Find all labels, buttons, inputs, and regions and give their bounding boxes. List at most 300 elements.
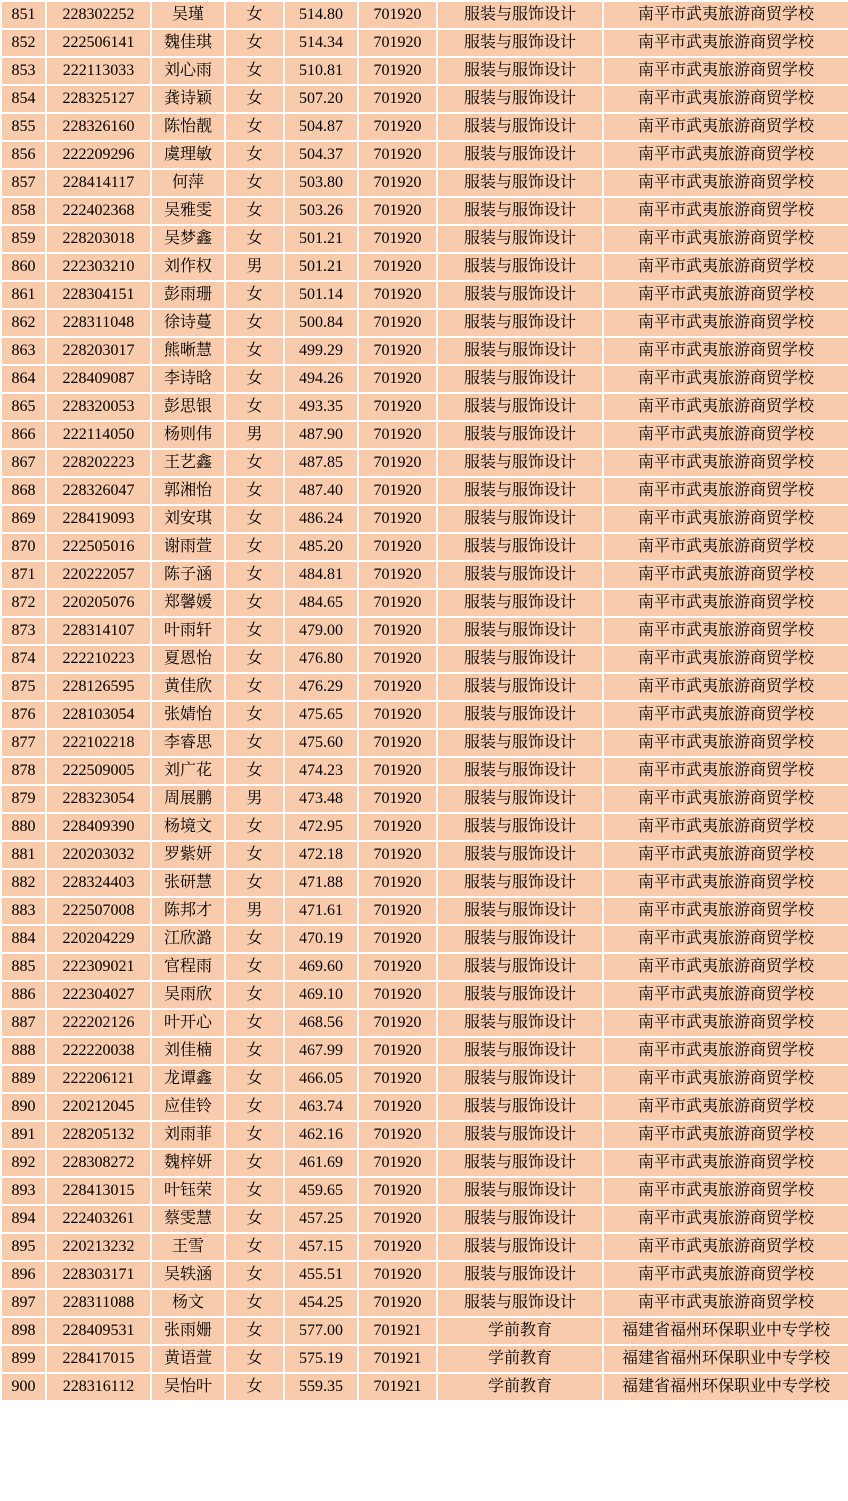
cell-rank: 896 [1,1261,46,1289]
cell-gender: 女 [225,925,284,953]
cell-rank: 900 [1,1373,46,1401]
table-row [1,1009,848,1037]
cell-major: 服装与服饰设计 [437,981,603,1009]
cell-gender: 女 [225,1037,284,1065]
cell-gender: 女 [225,981,284,1009]
cell-name: 杨则伟 [151,421,225,449]
cell-rank: 864 [1,365,46,393]
table-row [1,701,848,729]
cell-score: 484.81 [284,561,358,589]
cell-rank: 856 [1,141,46,169]
cell-exam-id: 228323054 [46,785,151,813]
cell-school: 南平市武夷旅游商贸学校 [603,617,848,645]
cell-name: 吴轶涵 [151,1261,225,1289]
cell-school: 南平市武夷旅游商贸学校 [603,477,848,505]
cell-score: 475.65 [284,701,358,729]
cell-gender: 女 [225,1093,284,1121]
table-row [1,1205,848,1233]
cell-major-code: 701920 [358,309,437,337]
table-row [1,1345,848,1373]
cell-gender: 女 [225,841,284,869]
cell-name: 应佳铃 [151,1093,225,1121]
cell-rank: 888 [1,1037,46,1065]
cell-name: 吴雨欣 [151,981,225,1009]
cell-school: 南平市武夷旅游商贸学校 [603,1037,848,1065]
cell-exam-id: 222505016 [46,533,151,561]
cell-major-code: 701920 [358,645,437,673]
cell-rank: 870 [1,533,46,561]
cell-rank: 869 [1,505,46,533]
cell-name: 李睿思 [151,729,225,757]
cell-major-code: 701920 [358,141,437,169]
cell-score: 514.80 [284,1,358,29]
cell-rank: 891 [1,1121,46,1149]
cell-major-code: 701920 [358,701,437,729]
cell-name: 张研慧 [151,869,225,897]
cell-major-code: 701920 [358,617,437,645]
table-row [1,141,848,169]
cell-major-code: 701920 [358,1261,437,1289]
cell-major-code: 701920 [358,785,437,813]
cell-rank: 871 [1,561,46,589]
table-row [1,1149,848,1177]
cell-school: 南平市武夷旅游商贸学校 [603,1,848,29]
cell-major: 学前教育 [437,1317,603,1345]
cell-gender: 女 [225,617,284,645]
cell-rank: 868 [1,477,46,505]
cell-major-code: 701920 [358,589,437,617]
cell-gender: 女 [225,1373,284,1401]
cell-rank: 882 [1,869,46,897]
cell-school: 南平市武夷旅游商贸学校 [603,141,848,169]
cell-score: 484.65 [284,589,358,617]
cell-score: 514.34 [284,29,358,57]
cell-exam-id: 228202223 [46,449,151,477]
cell-name: 杨文 [151,1289,225,1317]
cell-major-code: 701921 [358,1373,437,1401]
cell-rank: 875 [1,673,46,701]
cell-exam-id: 228325127 [46,85,151,113]
cell-name: 陈邦才 [151,897,225,925]
table-row [1,1093,848,1121]
cell-name: 黄语萱 [151,1345,225,1373]
cell-score: 462.16 [284,1121,358,1149]
cell-major-code: 701920 [358,113,437,141]
table-row [1,253,848,281]
cell-rank: 852 [1,29,46,57]
cell-rank: 873 [1,617,46,645]
cell-name: 陈怡靓 [151,113,225,141]
cell-school: 南平市武夷旅游商贸学校 [603,701,848,729]
cell-name: 吴雅雯 [151,197,225,225]
cell-major: 服装与服饰设计 [437,645,603,673]
cell-school: 南平市武夷旅游商贸学校 [603,1261,848,1289]
cell-major-code: 701921 [358,1317,437,1345]
cell-score: 471.88 [284,869,358,897]
cell-gender: 女 [225,477,284,505]
cell-major: 服装与服饰设计 [437,393,603,421]
cell-major: 服装与服饰设计 [437,1233,603,1261]
cell-name: 王雪 [151,1233,225,1261]
cell-exam-id: 222114050 [46,421,151,449]
cell-rank: 889 [1,1065,46,1093]
table-row [1,113,848,141]
cell-exam-id: 222304027 [46,981,151,1009]
cell-exam-id: 222209296 [46,141,151,169]
cell-major: 服装与服饰设计 [437,113,603,141]
cell-exam-id: 222403261 [46,1205,151,1233]
cell-score: 487.90 [284,421,358,449]
cell-major: 服装与服饰设计 [437,589,603,617]
cell-major-code: 701920 [358,925,437,953]
cell-school: 南平市武夷旅游商贸学校 [603,309,848,337]
cell-school: 南平市武夷旅游商贸学校 [603,785,848,813]
cell-school: 南平市武夷旅游商贸学校 [603,57,848,85]
cell-name: 李诗晗 [151,365,225,393]
cell-exam-id: 228326160 [46,113,151,141]
table-body [1,1,848,1401]
cell-gender: 女 [225,1289,284,1317]
cell-school: 南平市武夷旅游商贸学校 [603,421,848,449]
cell-major: 服装与服饰设计 [437,869,603,897]
cell-gender: 女 [225,197,284,225]
cell-major-code: 701920 [358,1037,437,1065]
cell-rank: 857 [1,169,46,197]
table-row [1,1037,848,1065]
cell-school: 南平市武夷旅游商贸学校 [603,169,848,197]
cell-school: 南平市武夷旅游商贸学校 [603,197,848,225]
cell-rank: 858 [1,197,46,225]
cell-score: 469.10 [284,981,358,1009]
cell-score: 510.81 [284,57,358,85]
cell-school: 南平市武夷旅游商贸学校 [603,85,848,113]
cell-gender: 女 [225,701,284,729]
cell-exam-id: 228302252 [46,1,151,29]
cell-major-code: 701920 [358,1205,437,1233]
cell-score: 501.21 [284,225,358,253]
table-row [1,1317,848,1345]
cell-name: 熊晰慧 [151,337,225,365]
cell-name: 黄佳欣 [151,673,225,701]
cell-exam-id: 228314107 [46,617,151,645]
cell-score: 577.00 [284,1317,358,1345]
cell-major: 服装与服饰设计 [437,421,603,449]
table-row [1,981,848,1009]
cell-rank: 898 [1,1317,46,1345]
cell-major-code: 701920 [358,1233,437,1261]
cell-school: 南平市武夷旅游商贸学校 [603,1093,848,1121]
cell-school: 南平市武夷旅游商贸学校 [603,1233,848,1261]
cell-major: 服装与服饰设计 [437,729,603,757]
cell-exam-id: 228303171 [46,1261,151,1289]
cell-school: 南平市武夷旅游商贸学校 [603,953,848,981]
cell-gender: 女 [225,449,284,477]
cell-gender: 女 [225,1317,284,1345]
cell-school: 南平市武夷旅游商贸学校 [603,729,848,757]
cell-exam-id: 222303210 [46,253,151,281]
cell-gender: 女 [225,309,284,337]
cell-rank: 863 [1,337,46,365]
cell-name: 陈子涵 [151,561,225,589]
cell-major: 服装与服饰设计 [437,813,603,841]
cell-name: 吴怡叶 [151,1373,225,1401]
cell-exam-id: 228324403 [46,869,151,897]
cell-name: 彭思银 [151,393,225,421]
cell-score: 475.60 [284,729,358,757]
cell-name: 杨境文 [151,813,225,841]
cell-school: 南平市武夷旅游商贸学校 [603,29,848,57]
cell-exam-id: 228205132 [46,1121,151,1149]
cell-school: 南平市武夷旅游商贸学校 [603,561,848,589]
cell-major: 服装与服饰设计 [437,1205,603,1233]
cell-rank: 867 [1,449,46,477]
cell-rank: 897 [1,1289,46,1317]
cell-major: 服装与服饰设计 [437,477,603,505]
cell-gender: 女 [225,393,284,421]
cell-exam-id: 220204229 [46,925,151,953]
cell-score: 476.29 [284,673,358,701]
cell-exam-id: 228409390 [46,813,151,841]
cell-rank: 855 [1,113,46,141]
cell-name: 何萍 [151,169,225,197]
cell-score: 455.51 [284,1261,358,1289]
cell-score: 457.25 [284,1205,358,1233]
cell-school: 南平市武夷旅游商贸学校 [603,841,848,869]
cell-major: 服装与服饰设计 [437,673,603,701]
cell-exam-id: 228308272 [46,1149,151,1177]
table-row [1,57,848,85]
cell-major-code: 701920 [358,533,437,561]
cell-name: 徐诗蔓 [151,309,225,337]
table-row [1,393,848,421]
cell-school: 南平市武夷旅游商贸学校 [603,1065,848,1093]
cell-score: 469.60 [284,953,358,981]
cell-major: 服装与服饰设计 [437,785,603,813]
table-row [1,281,848,309]
cell-exam-id: 222509005 [46,757,151,785]
table-row [1,449,848,477]
cell-rank: 899 [1,1345,46,1373]
cell-name: 叶雨轩 [151,617,225,645]
cell-school: 福建省福州环保职业中专学校 [603,1373,848,1401]
cell-school: 南平市武夷旅游商贸学校 [603,393,848,421]
cell-exam-id: 228304151 [46,281,151,309]
cell-score: 457.15 [284,1233,358,1261]
cell-name: 刘佳楠 [151,1037,225,1065]
cell-rank: 859 [1,225,46,253]
cell-exam-id: 220222057 [46,561,151,589]
cell-name: 江欣潞 [151,925,225,953]
cell-gender: 女 [225,141,284,169]
cell-name: 龙谭鑫 [151,1065,225,1093]
cell-gender: 女 [225,953,284,981]
cell-score: 472.95 [284,813,358,841]
cell-major: 服装与服饰设计 [437,561,603,589]
cell-school: 南平市武夷旅游商贸学校 [603,225,848,253]
cell-gender: 女 [225,645,284,673]
cell-major: 服装与服饰设计 [437,1261,603,1289]
table-row [1,1261,848,1289]
cell-school: 南平市武夷旅游商贸学校 [603,925,848,953]
cell-exam-id: 228203018 [46,225,151,253]
table-row [1,589,848,617]
cell-major-code: 701920 [358,253,437,281]
cell-major: 服装与服饰设计 [437,337,603,365]
cell-exam-id: 222210223 [46,645,151,673]
cell-school: 南平市武夷旅游商贸学校 [603,1177,848,1205]
table-row [1,533,848,561]
cell-score: 559.35 [284,1373,358,1401]
cell-score: 485.20 [284,533,358,561]
cell-gender: 男 [225,897,284,925]
cell-exam-id: 228409087 [46,365,151,393]
table-row [1,869,848,897]
cell-exam-id: 222507008 [46,897,151,925]
cell-gender: 女 [225,561,284,589]
cell-major-code: 701920 [358,813,437,841]
cell-exam-id: 222309021 [46,953,151,981]
cell-major-code: 701920 [358,1121,437,1149]
cell-gender: 女 [225,729,284,757]
cell-gender: 女 [225,29,284,57]
cell-major: 服装与服饰设计 [437,701,603,729]
cell-score: 472.18 [284,841,358,869]
cell-score: 474.23 [284,757,358,785]
cell-exam-id: 228316112 [46,1373,151,1401]
cell-school: 南平市武夷旅游商贸学校 [603,449,848,477]
cell-major: 服装与服饰设计 [437,533,603,561]
cell-gender: 女 [225,1009,284,1037]
table-row [1,309,848,337]
cell-score: 503.26 [284,197,358,225]
cell-rank: 866 [1,421,46,449]
cell-exam-id: 228320053 [46,393,151,421]
table-row [1,925,848,953]
cell-name: 蔡雯慧 [151,1205,225,1233]
cell-major-code: 701921 [358,1345,437,1373]
cell-major: 服装与服饰设计 [437,757,603,785]
cell-name: 吴梦鑫 [151,225,225,253]
cell-major: 服装与服饰设计 [437,197,603,225]
cell-score: 470.19 [284,925,358,953]
cell-gender: 女 [225,1065,284,1093]
cell-rank: 874 [1,645,46,673]
cell-major-code: 701920 [358,1009,437,1037]
cell-name: 王艺鑫 [151,449,225,477]
cell-exam-id: 222113033 [46,57,151,85]
cell-rank: 876 [1,701,46,729]
table-row [1,1233,848,1261]
table-row [1,169,848,197]
cell-major: 学前教育 [437,1345,603,1373]
cell-major: 服装与服饰设计 [437,1093,603,1121]
cell-major: 服装与服饰设计 [437,141,603,169]
cell-school: 福建省福州环保职业中专学校 [603,1317,848,1345]
table-row [1,897,848,925]
cell-score: 487.85 [284,449,358,477]
cell-gender: 女 [225,673,284,701]
cell-school: 南平市武夷旅游商贸学校 [603,253,848,281]
cell-major-code: 701920 [358,841,437,869]
cell-major: 服装与服饰设计 [437,505,603,533]
cell-rank: 885 [1,953,46,981]
cell-rank: 878 [1,757,46,785]
cell-name: 叶开心 [151,1009,225,1037]
cell-score: 494.26 [284,365,358,393]
cell-name: 谢雨萱 [151,533,225,561]
cell-gender: 女 [225,1149,284,1177]
cell-gender: 女 [225,1345,284,1373]
cell-rank: 893 [1,1177,46,1205]
cell-exam-id: 220203032 [46,841,151,869]
cell-major: 服装与服饰设计 [437,1037,603,1065]
cell-major-code: 701920 [358,1177,437,1205]
cell-major-code: 701920 [358,1093,437,1121]
cell-exam-id: 220212045 [46,1093,151,1121]
cell-major: 服装与服饰设计 [437,925,603,953]
cell-score: 575.19 [284,1345,358,1373]
cell-rank: 854 [1,85,46,113]
cell-school: 南平市武夷旅游商贸学校 [603,533,848,561]
cell-school: 南平市武夷旅游商贸学校 [603,281,848,309]
cell-score: 486.24 [284,505,358,533]
cell-major-code: 701920 [358,393,437,421]
cell-school: 福建省福州环保职业中专学校 [603,1345,848,1373]
table-row [1,29,848,57]
cell-major: 服装与服饰设计 [437,169,603,197]
cell-rank: 886 [1,981,46,1009]
table-row [1,197,848,225]
cell-score: 476.80 [284,645,358,673]
cell-score: 479.00 [284,617,358,645]
cell-exam-id: 228413015 [46,1177,151,1205]
cell-school: 南平市武夷旅游商贸学校 [603,1149,848,1177]
cell-name: 魏梓妍 [151,1149,225,1177]
cell-gender: 女 [225,57,284,85]
cell-score: 504.37 [284,141,358,169]
table-row [1,505,848,533]
table-row [1,841,848,869]
cell-name: 刘心雨 [151,57,225,85]
cell-name: 郑馨媛 [151,589,225,617]
cell-major: 服装与服饰设计 [437,897,603,925]
cell-name: 罗紫妍 [151,841,225,869]
cell-name: 张婧怡 [151,701,225,729]
cell-major-code: 701920 [358,953,437,981]
cell-major-code: 701920 [358,169,437,197]
cell-exam-id: 220213232 [46,1233,151,1261]
table-row [1,1289,848,1317]
cell-score: 473.48 [284,785,358,813]
cell-major-code: 701920 [358,477,437,505]
cell-rank: 877 [1,729,46,757]
cell-major: 服装与服饰设计 [437,309,603,337]
cell-rank: 879 [1,785,46,813]
table-row [1,1,848,29]
cell-rank: 894 [1,1205,46,1233]
cell-school: 南平市武夷旅游商贸学校 [603,981,848,1009]
cell-rank: 890 [1,1093,46,1121]
cell-score: 463.74 [284,1093,358,1121]
cell-school: 南平市武夷旅游商贸学校 [603,589,848,617]
cell-major-code: 701920 [358,897,437,925]
cell-gender: 男 [225,785,284,813]
cell-gender: 女 [225,113,284,141]
cell-major: 服装与服饰设计 [437,253,603,281]
cell-rank: 872 [1,589,46,617]
cell-school: 南平市武夷旅游商贸学校 [603,505,848,533]
cell-rank: 884 [1,925,46,953]
